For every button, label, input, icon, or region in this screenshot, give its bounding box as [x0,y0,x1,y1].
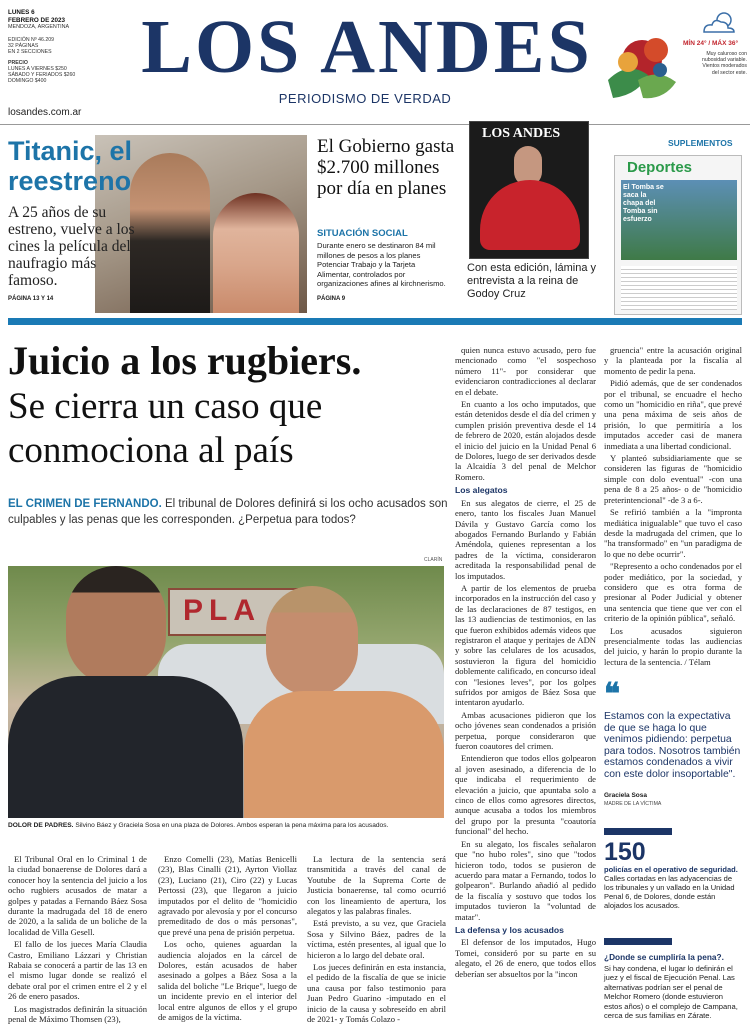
body-paragraph: "Represento a ocho condenados por el poder mediático, por la sociedad, y considero que es otra forma de presionar al Poder Judicial y obtener una sentencia que tiene que ver con el criterio de la opinión pública", señaló. [604,561,742,624]
weather-line: Muy caluroso con [706,51,747,57]
body-paragraph: gruencia" entre la acusación original y la planteada por la fiscalía al momento de pedir la pena. [604,345,742,376]
gobierno-title[interactable]: El Gobierno gasta $2.700 millones por día en planes [317,136,455,199]
body-paragraph: En su alegato, los fiscales señalaron que "no hubo roles", sino que "todos hicieron todo, todos se pusieron de acuerdo para matar a Fernando, todos lo golpearon". Burlando añadió al pedido de la fiscalía y sostuvo que todos los imputados tuvieron la "voluntad de matar". [455,838,596,922]
quote-role: MADRE DE LA VÍCTIMA [604,801,662,807]
body-paragraph: Los acusados siguieron presencialmente todas las audiencias del juicio, y harán lo propio durante la lectura de la sentencia. / Télam [604,625,742,667]
logo: LOS ANDES [141,5,593,89]
emblem-flower-icon [598,20,686,112]
body-paragraph: En sus alegatos de cierre, el 25 de enero, tanto los fiscales Juan Manuel Dávila y Gustavo García como los abogados Fernando Burlando y Fabián Améndola, quienes representan a los padres de la víctima, consideraron acreditada la responsabilidad penal de los imputados. [455,497,596,581]
deportes-text-block [621,266,737,310]
body-paragraph: Enzo Comelli (23), Matías Benicelli (23), Blas Cinalli (21), Ayrton Viollaz (23), Luciano (21), Ciro (22) y Lucas Pertossi (23), que llegaron a juicio imputados por el delito de "homicidio agravado por alevosía y por el concurso premeditado de dos o más personas", que prevé una pena de prisión perpetua. [158,854,297,937]
body-paragraph: El defensor de los imputados, Hugo Tomei, consideró por su parte en su alegato, el 26 de enero, que todos ellos deberían ser absueltos por la "incon [455,937,596,979]
website-link[interactable]: losandes.com.ar [8,107,82,118]
pena-box-title: ¿Donde se cumpliría la pena?. [604,952,724,962]
body-column-4 [455,345,596,1033]
titanic-page: PÁGINA 13 Y 14 [8,296,54,302]
deportes-supplement[interactable] [614,155,742,315]
deportes-headline: El Tomba se saca la chapa del Tomba sin esfuerzo [623,184,664,223]
body-paragraph: La lectura de la sentencia será transmitida a través del canal de Youtube de la Suprema Corte de Justicia bonaerense, tal como ocurrió con los lineamiento de apertura, los alegatos y las palabras finales. [307,854,446,917]
body-column-3 [307,854,446,1032]
body-paragraph: Pidió además, que de ser condenados por el tribunal, se encuadre el hecho como un "homicidio en riña", que prevé una pena máxima de seis años de prisión, lo que permitiría a los imputados acceder casi de manera inmediata a una libertad condicional. [604,378,742,451]
edition-line: EN 2 SECCIONES [8,49,52,56]
gobierno-page: PÁGINA 9 [317,296,346,302]
stat-number: 150 [604,838,646,866]
quote-author: Graciela Sosa [604,792,647,799]
deportes-title: Deportes [627,159,693,176]
father-head [66,566,166,686]
stat-body: Calles cortadas en las adyacencias de los tribunales y un vallado en la Unidad Penal 6, de Dolores, donde están alojados los acusados. [604,874,735,910]
body-paragraph: Los ocho, quienes aguardan la audiencia alojados en la cárcel de Dolores, están acusados de haber asesinado a golpes a Báez Sosa a la salida del boliche "Le Brique", luego de un incidente previo en el interior del local entre algunos de ellos y el grupo de amigos de la víctima. [158,939,297,1023]
gobierno-body: Durante enero se destinaron 84 mil millones de pesos a los planes Potenciar Trabajo y la Tarjeta Alimentar, controlados por organizaciones afines al kirchnerismo. [317,241,446,289]
magazine-logo: LOS ANDES [482,126,561,141]
pena-box-text: Si hay condena, el lugar lo definirán el juez y el fiscal de Ejecución Penal. Las alternativas podrían ser el penal de Melchor Romero (donde estuvieron estos años) o el complejo de Campana, cerca de sus familias en Zárate. [604,964,738,1021]
body-paragraph: El Tribunal Oral en lo Criminal 1 de la ciudad bonaerense de Dolores dará a conocer hoy la sentencia del juicio a los ocho rugbiers acusados de matar a golpes y patadas a Fernando Báez Sosa durante la madrugada del 18 de enero de 2020, a la salida de un boliche de la localidad de Villa Gesell. [8,854,147,937]
masthead-divider [0,124,750,125]
main-subheadline: Se cierra un caso que conmociona al país [8,386,323,471]
main-deck [8,497,448,528]
body-paragraph: quien nunca estuvo acusado, pero fue mencionado como "el sospechoso número 11"- por considerar que evidenciaron contradicciones al declarar en el debate. [455,345,596,397]
weather-sun-cloud-icon [698,8,740,38]
price-label: PRECIO [8,59,28,66]
subhead-defensa: La defensa y los acusados [455,924,564,935]
body-paragraph: El fallo de los jueces María Claudia Castro, Emiliano Lázzari y Christian Rabaia se conocerá a partir de las 13 en el mismo lugar donde se realizó el debate oral por el crimen entre el 2 y el 26 de enero pasados. [8,939,147,1002]
suplementos-label: SUPLEMENTOS [668,138,733,148]
stat-bold: policías en el operativo de seguridad. [604,865,738,874]
caption-text: Silvino Báez y Graciela Sosa en una plaza de Dolores. Ambos esperan la pena máxima para los acusados. [75,822,389,829]
box-rule [604,938,672,945]
titanic-title[interactable]: Titanic, el reestreno [8,136,133,196]
weather-line: Vientos moderados [702,63,747,70]
price-line: SÁBADO Y FERIADOS $260 [8,72,76,79]
price-line: LUNES A VIERNES $250 [8,65,67,72]
edition-line: 32 PÁGINAS [8,43,39,50]
body-paragraph: A partir de los elementos de prueba incorporados en la instrucción del caso y de las declaraciones de 87 testigos, en las 13 audiencias de testimonios, en las que fueron exhibidos además videos que registraron el ataque y peritajes de ADN y sobre las celulares de los acusados, sostuvieron la figura del homicidio doblemente calificado, en concurso ideal con "lesiones leves", por los golpes sufridos por amigos de Báez Sosa que intentaron ayudarlo. [455,582,596,708]
magazine-cover[interactable] [469,121,589,259]
body-column-1 [8,854,147,1032]
stat-rule [604,828,672,835]
pull-quote: Estamos con la expectativa de que se haga lo que venimos pidiendo: perpetua para todos. Nosotros también estamos condenados a vivir con este dolor insoportable". [604,711,741,780]
masthead-info [8,9,88,84]
magazine-caption: Con esta edición, lámina y entrevista a la reina de Godoy Cruz [467,262,597,300]
father-body [8,676,243,818]
titanic-body: A 25 años de su estreno, vuelve a los cines la película del naufragio más famoso. [8,204,135,289]
main-headline[interactable]: Juicio a los rugbiers. [8,338,362,383]
body-column-5 [604,345,742,677]
tagline: PERIODISMO DE VERDAD [278,91,452,106]
issue-date: LUNES 6 [8,9,35,16]
edition-line: EDICIÓN Nº 46.209 [8,37,55,43]
price-line: DOMINGO $400 [8,78,47,85]
weather-forecast [687,51,747,76]
body-paragraph: Y planteó subsidiariamente que se consideren las figuras de "homicidio simple con dolo eventual" -con una pena de 8 a 25 años- o de "homicidio preterintencional" -de 3 a 6-. [604,453,742,505]
issue-location: MENDOZA, ARGENTINA [8,24,70,30]
weather-line: del sector este. [711,69,747,76]
weather-temps: MÍN 24° / MÁX 36° [683,40,739,47]
issue-date-month: FEBRERO DE 2023 [8,16,66,24]
weather-line: nubosidad variable. [702,57,747,64]
background-sign-text: PLA [183,594,261,627]
body-paragraph: Ambas acusaciones pidieron que los ocho jóvenes sean condenados a prisión perpetua, porque consideraron que fueron coautores del crimen. [455,709,596,752]
caption-bold: DOLOR DE PADRES. [8,822,74,829]
parents-photo [8,566,444,818]
body-paragraph: Se refirió también a la "impronta mediática inigualable" que tuvo el caso desde la madrugada del crimen, que lo "ha transformado" en "un paradigma de lo que no debe ocurrir". [604,507,742,559]
subhead-alegatos: Los alegatos [455,485,508,496]
body-paragraph: En cuanto a los ocho imputados, que están detenidos desde el día del crimen y cumplen prisión preventiva desde el 14 de febrero de 2020, están alojados desde el inicio del juicio en la Unidad Penal 6 de Dolores, luego de ser derivados desde la Alcaidía 3 del penal de Melchor Romero. [455,399,596,482]
photo-credit: CLARÍN [424,557,443,563]
photo-caption [8,822,448,830]
mother-body [244,691,444,818]
body-paragraph: Está previsto, a su vez, que Graciela Sosa y Silvino Báez, padres de la víctima, estén presentes, al igual que lo hicieron a lo largo del debate oral. [307,918,446,960]
body-paragraph: Los magistrados definirán la situación penal de Máximo Thomsen (23), [8,1003,147,1025]
mother-head [266,586,358,696]
body-paragraph: Entendieron que todos ellos golpearon al joven asesinado, a diferencia de lo que indicaba el requerimiento de elevación a juicio, que apuntaba solo a cinco de ellos como agresores directos, aunque acusaba a todos los miembros del grupo por la presunta "coautoría funcional" del hecho. [455,753,596,837]
body-column-2 [158,854,297,1032]
stat-text [604,865,742,910]
actress-figure [213,193,299,313]
magazine-dress [480,180,580,250]
quote-mark-icon: ❝ [604,678,621,711]
main-kicker: EL CRIMEN DE FERNANDO. [8,498,162,510]
body-paragraph: Los jueces definirán en esta instancia, el pedido de la fiscalía de que se inicie una causa por falso testimonio para Juan Pedro Guarino -imputado en el inicio de la causa y sobreseído en abril de 2021- y Tomás Colazo - [307,962,446,1025]
main-deck-text: El tribunal de Dolores definirá si los ocho acusados son culpables y las penas que les corresponden. ¿Perpetua para todos? [8,498,448,526]
gobierno-section: SITUACIÓN SOCIAL [317,228,408,239]
section-band [8,318,742,325]
